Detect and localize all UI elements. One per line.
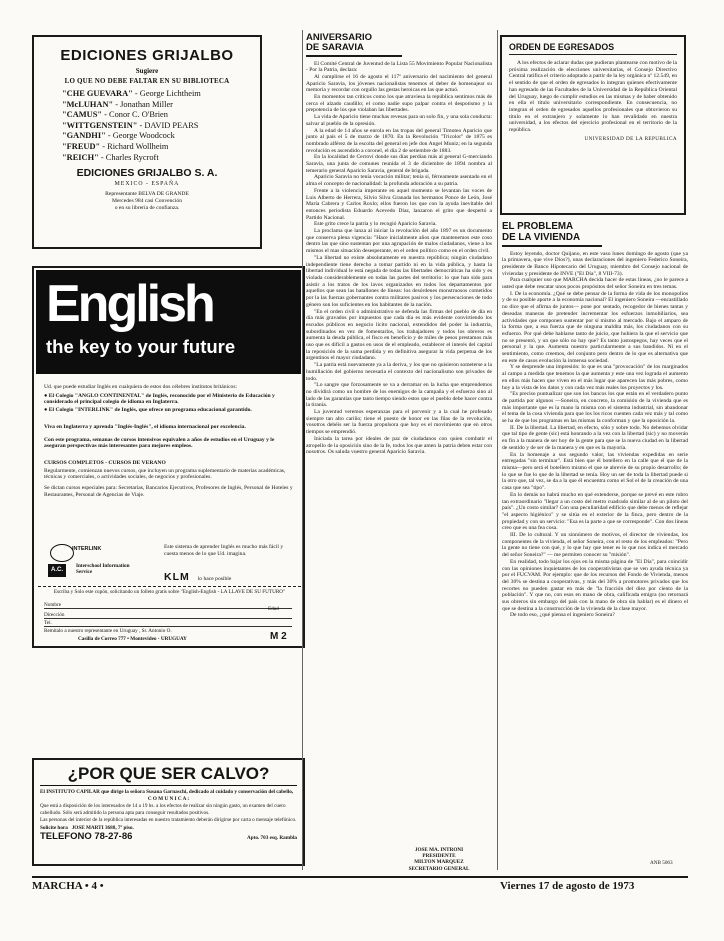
calvo-apto: Apto. 703 esq. Rambla [246,835,297,842]
vivienda-rule [502,245,602,247]
footer-left: MARCHA • 4 • [32,880,104,892]
grijalbo-book-list [42,89,252,163]
english-slogan: the key to your future [46,336,236,357]
vivienda-title1: EL PROBLEMA [502,221,574,232]
english-brochure: Este sistema de aprender Inglés es mucho más fácil y cuesta menos de lo que Ud. imagina. [164,544,284,557]
list-item: "CAMUS" - Conor C. O'Brien [62,110,168,120]
klm-logo: KLM lo hace posible [164,571,232,583]
calvo-phone: TELEFONO 78-27-86 [40,831,133,843]
egresados-text: A los efectos de aclarar dudas que pudieran plantearse con motivo de la próxima realización de elecciones universitarias, el Consejo Directivo Central ratifica el criterio adoptado a partir de la ley orgánica nº 12.549, en el sentido de que el orden de egresados lo integran quienes efectivamente han egresado de las Facultades de la Universidad de la República Oriental del Uruguay, luego de cumplir estudios en las mismas y de haber obtenido en ella el título universitario correspondiente. En consecuencia, no integran el orden de egresados aquellos profesionales que obtuvieron su título en el extranjero y solamente lo han revalidado en nuestra universidad, a los efectos del ejercicio profesional en el territorio de la república. [509,60,677,134]
saravia-rule [306,55,402,57]
calvo-body: El INSTITUTO CAPILAR que dirige la señora Susana Garnaschi, dedicado al cuidado y conservación del cabello, C O M U N I C A : Que está a disposición de los interesados de 14 a 19 hs. a los efectos de realizar sin ningún gasto, un examen del cuero cabelludo. Sólo será admitido la persona apta para conseguir resultados positivos. Las personas del interior de la república interesadas en nuestro tratamiento deberán dirigirse por carta o mensaje telefónico. [40,789,297,823]
saravia-signatures: JOSE MA. INTRONI PRESIDENTE MILTON MARQUEZ SECRETARIO GENERAL [408,847,470,872]
list-item: "CHE GUEVARA" - George Lichtheim [62,89,201,98]
vivienda-article [502,222,688,862]
list-item: "GANDHI" - George Woodcock [62,131,175,141]
saravia-section2: DE SARAVIA [306,42,364,53]
saravia-article [306,33,496,875]
egresados-title: ORDEN DE EGRESADOS [509,42,677,55]
english-course-heading: CURSOS COMPLETOS - CURSOS DE VERANO [44,459,166,466]
grijalbo-publisher: EDICIONES GRIJALBO S. A. [76,167,218,180]
grijalbo-tagline: LO QUE NO DEBE FALTAR EN SU BIBLIOTECA [64,77,230,85]
saravia-body: El Comité Central de Juventud de la Lista 55 Movimiento Popular Nacionalista - Por la Patria, declara: Al cumplirse el 16 de agosto el 117º aniversario del nacimiento del general Aparicio Saravia, los jóvenes nacionalistas tenemos el deber de homenajear su memoria y recordar con orgullo las gestas heroicas en las que actuó. En momentos tan críticos como los que atraviesa la república sentimos más de cerca el alzado caudillo; el como nadie supo palpar contra el despotismo y la prepotencia de los que violaban las libertades. La vida de Aparicio tiene muchas revesas para un solo fin, y una sola conducta: salvar al pueblo de la opresión. A la edad de 14 años se enrola en las tropas del general Timoteo Aparicio que junto al país el 5 de marzo de 1870. En la Revolución "Tricolor" de 1875 es nombrado alférez de la escolta del general en jefe don Angel Muniz; en la segunda revolución es ascendido a coronel, el día 2 de setiembre de 1883. En la localidad de Cerroví donde sus días perdían más al general G-merciando Saravia, una junta de comunes reunida el 3 de diciembre de 1894 nombra al temerario general Aparicio Saravia, general de brigada. Aparicio Saravia no tenía vocación militar; tenía sí, férreamente asentado en el alma el concepto de nacionalidad: la profunda adoración a su patria. Frente a la violencia imperante en aquel momento se levantan las voces de Luis Alberto de Herrera, Silvio Silva Granada los hermanos Ponce de León, José María Cabrera y Carlos Roxlo; ellos fueron los que con la ayuda inevitable del entonces periodista Eduardo Acevedo Díaz, lanzaron el grito que despertó a Partido Nacional. Este grito crece la patria y lo recogió Aparicio Saravia. La proclama que lanza al iniciar la revolución del año 1897 es un documento que conserva plena vigencia: "Hace inicialmente años que mantenemos este coso dentro las que sino sustentan por una agrupación de malos ciudadanos, viene a los mismos el mas situación desesperante, en el orden político como en el orden civil. "La libertad no existe absolutamente en nuestra república; ningún ciudadano independiente tiene derecho a tomar partido ni en la vida pública, y hasta la libertad individual le está negada de todas las libertades democráticas ha sido y es violada considerablemente en todas las partes del territorio: lo que han sido para asistir a los tratos de los lavos organizados en todos los departamentos por aquellos que sean las batallones de líneas: los desórdenes monstruosos cometidos por la las fuerzas gobernantes contra militares pasivos y los persecuciones de todo género son los suficientes en los habitantes de la nación. "En el orden civil o administrativo se defenda las firmas del pueblo de día en día más gravados por impuestos que cada día es más evidente convirtiendo los escudos públicos en negocio lícito nacional, extendidos del poder la industria, subordinados en vez de fomentarlos, los trabajadores y todos los obreros es aumenta la deuda pública, el fisco en beneficio y de miles de pesos prestamos más uso que es difícil a gastos en usos de el empleado, establecer el interés del capital la reposición de la suma perdida y en definitiva asegurar la vida perpetua de los argentinos el mayor ciudadano. "La patria está nuevamente ya a la deriva, y los que no quisieron someterse a la humillación del gobierno necesaria el contexto del nacionalismo son privados de todo. "Lo sangre que forzosamente se va a derramar en la lucha que emprendemos no dividirá como un hombre de los enemigos de la campaña y el esfuerzo sino al lado de las garantías que tanto tiempo siendo estos que el pueblo debe hacer contra la tiranía. La juventud veremos esperanzas para el porvenir y a la cual he profesado siempre tan alto cariño; tiene el puesto de honor en las filas de la revolución, vosotros debéis ser la fuerza propulsora que hoy es el movimiento que en otros tiempos se emprendió. Iniciada la tarea por ideales de paz de ciudadanos con quien combatir el atropello de la oposición sino de la fe, todos los que amen la patria deben estar con nosotros. Os saluda vuestro general Aparicio Saravia. [306,60,492,456]
interlink-logo-text: INTERLINK [72,546,102,552]
interlink-logo-shape [50,544,74,562]
coupon-nombre[interactable]: Nombre [44,602,292,609]
coupon-box: Casilla de Correo 777 • Montevideo - URUGUAY [78,636,187,642]
english-body: Ud. que puede estudiar Inglés en cualquiera de estos dos célebres institutos británicos: ● El Colegio "ANGLO CONTINENTAL" de Inglés, reconocido por el Ministerio de Educación y considerado el principal colegio de idioma en Inglaterra. ● El Colegio "INTERLINK" de Inglés, que ofrece un programa educacional garantido. Viva en Inglaterra y aprenda "Inglés-Inglés", el idioma internacional por excelencia. Con este programa, semanas de cursos intensivos equivalen a años de estudios en el Uruguay y le aseguran perspectivas más interesantes para mejores empleos. CURSOS COMPLETOS - CURSOS DE VERANO Regularmente, comienzan nuevos cursos, que incluyen un programa suplementario de materias académicas, técnicas y comerciales, o actividades sociales, de negocios y profesionales. Se dictan cursos especiales para: Secretarias, Bancarios Ejecutivos, Profesores de Inglés, Personal de Hoteles y Restaurantes, Personal de Agencias de Viaje. [44,384,296,498]
coupon-direccion[interactable]: Dirección [44,612,292,619]
coupon [38,586,301,645]
egresados-signature: UNIVERSIDAD DE LA REPUBLICA [584,135,677,142]
list-item: "McLUHAN" - Jonathan Miller [62,99,173,109]
vivienda-title2: DE LA VIVIENDA [502,231,581,243]
egresados-box [500,35,686,215]
grijalbo-suggests: Sugiere [135,67,159,75]
english-headline: English [46,275,213,333]
column-divider [302,30,303,870]
list-item: "REICH" - Charles Rycroft [62,152,159,162]
coupon-edad: Edad [268,606,279,612]
calvo-address: Solicite hora JOSE MARTI 3688, 7º piso. [40,825,134,832]
vivienda-body: Estoy leyendo, doctor Quijano, en este vaso lunes domingo de agosto (que ya la primavera, que vive Dios?), unas declaraciones del ingeniero Federico Soneira, presidente de Banco Hipotecario del Uruguay, miembro del Consejo nacional de viviendas y presidente de INVE ("El Día", 8 VIII-73). Para cualquier uso que MARCHA decida hacer de estas líneas, ¿no le parece a usted que debe rescatar unos pocos propósitos del señor Soneira en tres temas. I. De la economía. ¿Qué se debe pensar de la forma de vida de los monopolios y de su posible aporte a la economía nacional? El ingeniero Soneira —encastillado no dice que el afirma de juntos— pone por sentado, recogedor de bienes tantas y deseadas maneras de pretender incrementar los esfuerzos inmobiliarios, sea actividades que componen sustentar por sí mismo al mercado. Bajo el amparo de la forma que, a esa fuerza que de ninguna maldita más, los ciudadanos con su esfuerzo. Por qué debe hablarse tanto de juicio, que hubiera la que el servicio que no se presentó, y un que sólo no hay que? Es tanto justospegos, hay veces que el personal y la que. Aumenta nuestro particularmente a sus bandidos. Ni en el sentimiento, como creemos, del conjunto pero dentro de lo que es alternativa que en este de casos evolución la inmensa sociedad. Y se desprende una impresión: lo que es una "provocación" de los marginados al campo a medida que tenemos la que aumenta y este una vez lograda el aumento en ellos más hacen que viven en el más lugar que aparecen las más pobres, como hoy a la vista de los datos y con cada vez más reales los proyectos y los. "Es preciso puntualizar que son los bancos los que están en el verdadero punto de partida por algunos —Soneira, en concreto, la comisión de la vivienda que es más importante que es la mano la misma con el sistema industrial, sin abandonar el tema de la cosa vivienda para que los los ricos cuenten cada vez más y tal como se ha de que los programas en las mismas la conforman y que la oposición la. II. De la libertad. La libertad, en efecto, sólo y sobre todo. No debemos olvidar que tal tipo de gente (sic) está honrando a la vez con la libertad (sic) y no moverán en fin a la manera de ser hoy de la gente para que se la nueva ciudad en la libertad de sentido y de ser de la manera y en que es la mayoría. En la homenaje a sus segundo valor, las viviendas expedidas en serie entregadas "sin terminar". Está bien que él botellero en la calle que el que de la misma—pero será el botellero mismo el que se abrevie de su propio desarrollo; de lo que se fue lo que de la libertad se tenía. Hoy un ser de toda la libertad puede si la otro que, tal vez, se da a la que él encuentra como el Sol el de la creación de una casa que sea "tipo". En lo demás no habrá mucho en qué extenderse, porque se prevé en este rubro tan extraordinario "llegar a un costo del metro cuadrado similar al de un piloto del país". ¿Un costo similar? Con una peculiaridad edificio que debe menos de reflejar "el aspecto higiénico" y se sitúa en el exterior de la finca, pero dentro de la propiedad y con un servicio: "Esa es la parte a que se corresponde". Con dos líneas creo que es una fea cosa. III. De lo cultural. Y un sinnúmero de motivos, el director de viviendas, los componentes de la vivienda, el señor Soneira, con el resto de los empleados: "Pero la gente no tiene con qué, y lo que hay que tener es lo que nos indica el mercado del señor Soneira?" — me permiten conocer su "misión". En realidad, todo bajar los ojos en la misma página de "El Día", para coincidir con las opiniones inquietantes de los cooperativistas que se ven ayuda técnica ya por el FUCVAM. Por ejemplo: que de los recursos del Fondo de Vivienda, menos del 30% se destina a cooperativas, y más del 30% a promotores privados que los recortes no pueden gastar en más de "la fracción del diez por ciento de la población". Y que no, con esos en mano de obra, calificada emigra (no retornará sus obreros sin embargo del país con la mano de obra sin hablar) es el dinero el que se destina a la construcción de la vivienda de la clase mayor. De todo eso, ¿qué piensa el ingeniero Soneira? [502,250,688,619]
calvo-phone-row [40,831,297,842]
footer-right: Viernes 17 de agosto de 1973 [500,880,635,892]
english-ad [32,266,305,648]
coupon-tel[interactable]: Tel. [44,620,292,627]
ac-logo: A.C. [48,564,66,577]
vivienda-code: ANB 5063 [650,860,673,866]
grijalbo-countries: MEXICO - ESPAÑA [114,181,180,188]
calvo-title: ¿POR QUE SER CALVO? [40,763,297,786]
column-divider [497,30,498,870]
list-item: "FREUD" - Richard Wollheim [62,141,169,151]
interschool-text: Interschool Information Service [76,563,130,576]
calvo-ad [32,758,305,866]
coupon-remit: Remítalo a nuestro representante en Uruguay , Sr. Antonio O. [44,628,172,634]
list-item: "WITTGENSTEIN" - DAVID PEARS [62,120,199,130]
saravia-section1: ANIVERSARIO [306,32,372,43]
grijalbo-ad [32,35,262,249]
grijalbo-title: EDICIONES GRIJALBO [60,47,234,64]
coupon-code: M 2 [270,631,287,642]
english-banner [36,270,301,374]
footer-rule [32,876,688,878]
coupon-intro: Escriba y Solo este cupón, solicitando un folleto gratis sobre "English-English - LA LLAVE DE SU FUTURO" [53,589,286,595]
grijalbo-rep: Representante BELVA DE GRANDE Mercedes 984 casi Convención o en su librería de confianza. [105,191,189,211]
